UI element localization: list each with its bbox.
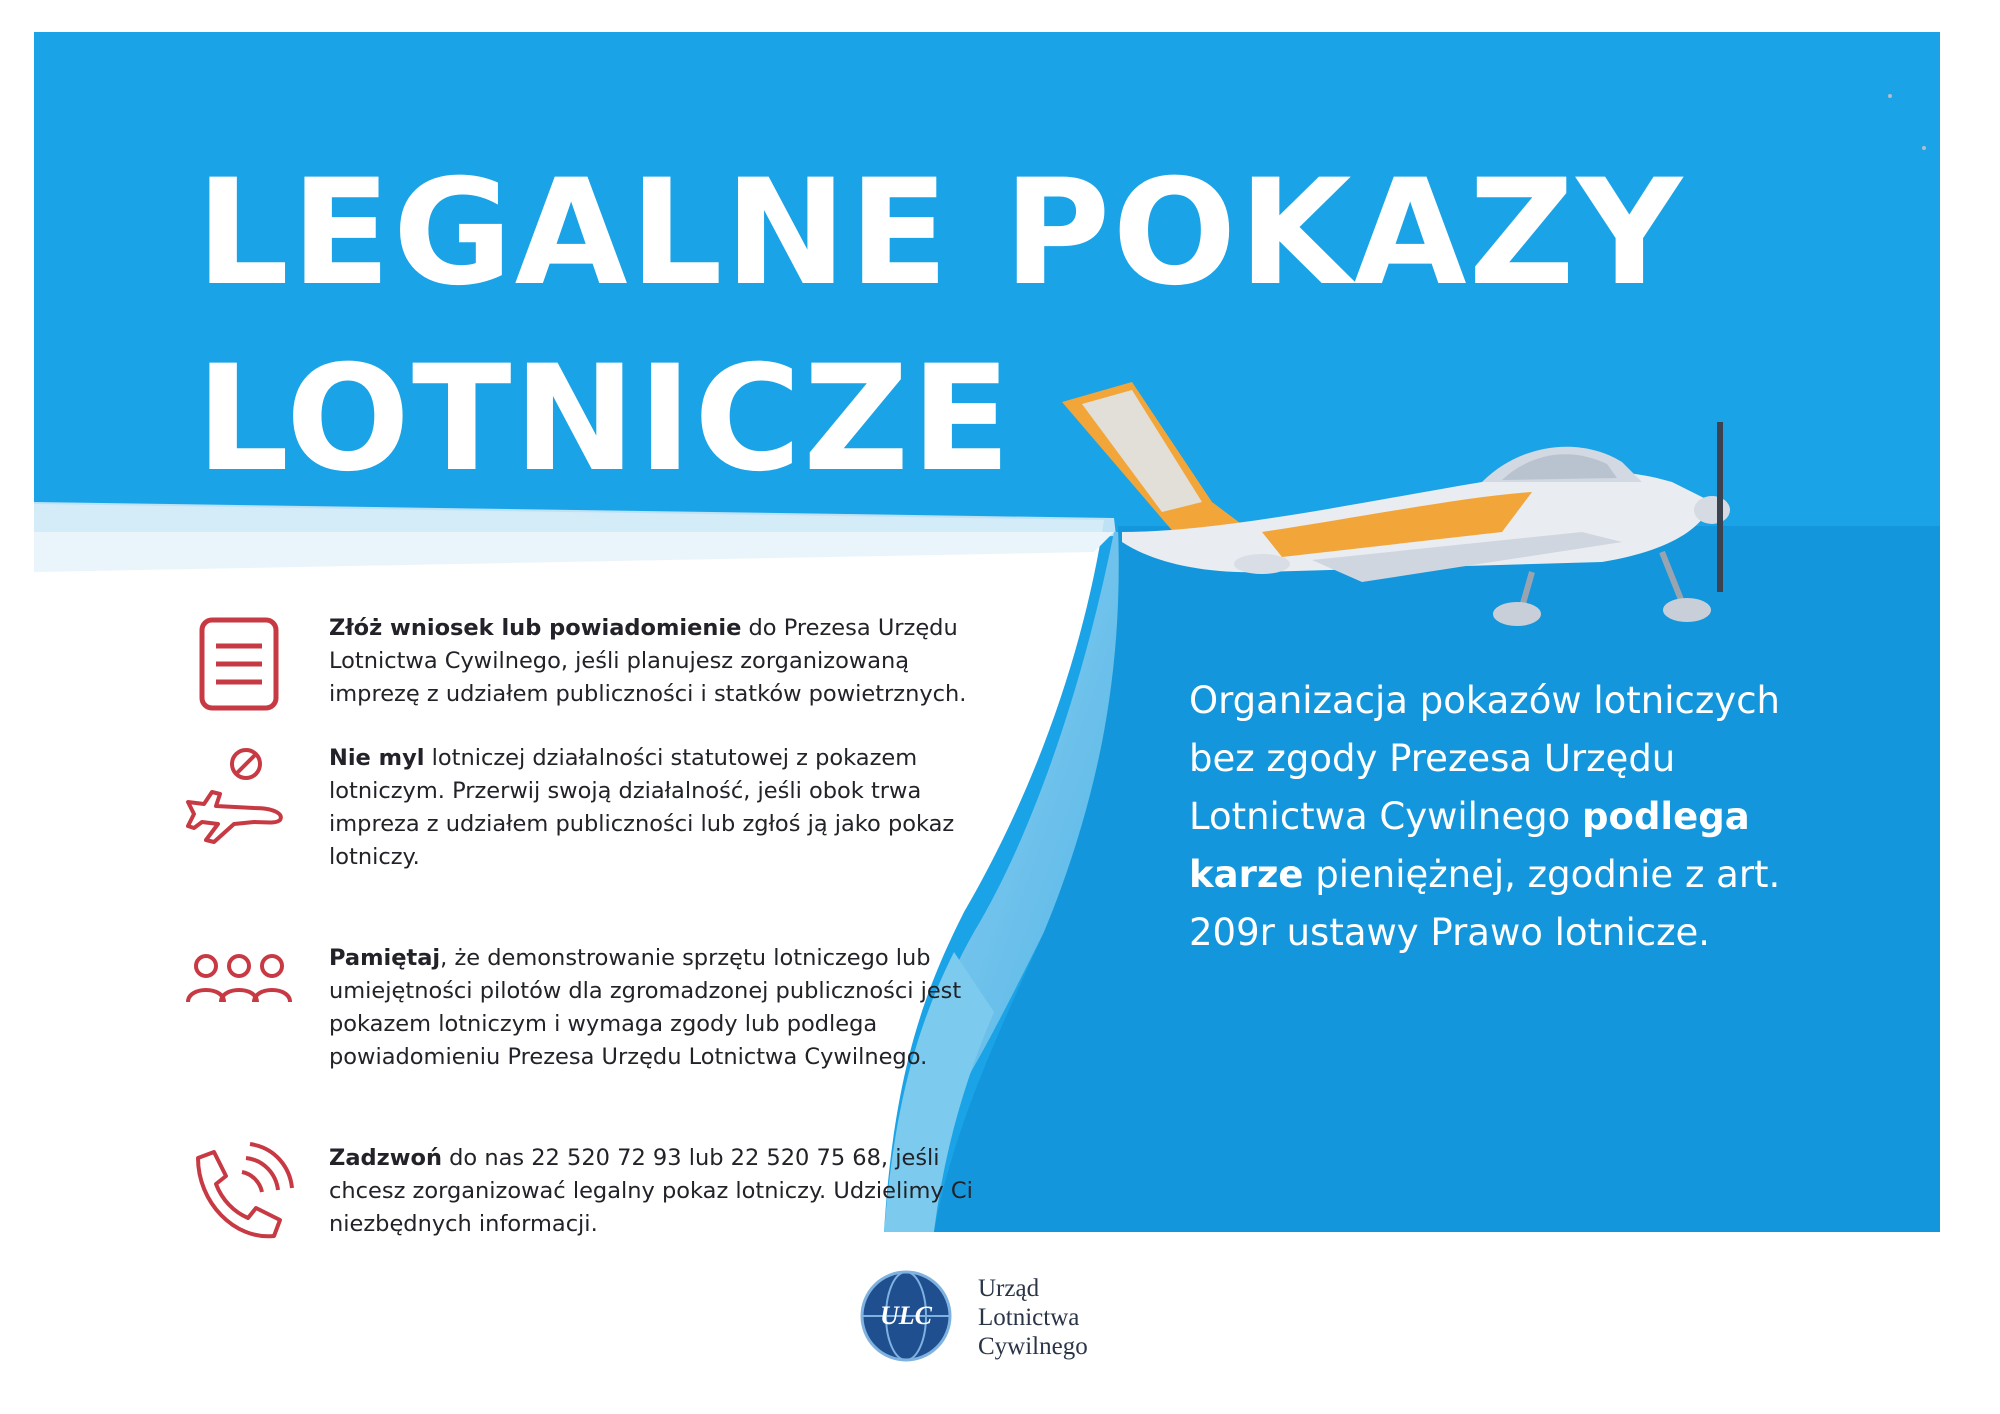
title-line-2: LOTNICZE — [196, 334, 1013, 504]
people-group-icon — [184, 942, 294, 1052]
penalty-notice — [1189, 672, 1829, 962]
airplane-illustration — [1062, 382, 1782, 692]
no-plane-icon — [184, 742, 294, 852]
ulc-emblem-letters: ULC — [880, 1301, 932, 1330]
info-body-application: do Prezesa Urzędu Lotnictwa Cywilnego, jeśli planujesz zorganizowaną imprezę z udziałem publiczności i statków powietrznych. — [329, 615, 967, 707]
info-bold-remember: Pamiętaj — [329, 945, 441, 971]
info-body-remember: , że demonstrowanie sprzętu lotniczego lub umiejętności pilotów dla zgromadzonej publiczności jest pokazem lotniczym i wymaga zgody lub podlega powiadomieniu Prezesa Urzędu Lotnictwa Cywilnego. — [329, 945, 962, 1070]
penalty-text-1: Organizacja pokazów lotniczych bez zgody Prezesa Urzędu Lotnictwa Cywilnego — [1189, 679, 1780, 838]
info-text-application — [329, 612, 989, 711]
logo-line-2: Lotnictwa — [978, 1304, 1080, 1331]
info-text-remember — [329, 942, 989, 1074]
logo-line-3: Cywilnego — [978, 1333, 1088, 1360]
info-body-statutory: lotniczej działalności statutowej z pokazem lotniczym. Przerwij swoją działalność, jeśli obok trwa impreza z udziałem publiczności lub zgłoś ją jako pokaz lotniczy. — [329, 745, 955, 870]
poster — [34, 32, 1940, 1254]
info-bold-statutory: Nie myl — [329, 745, 425, 771]
ulc-emblem-icon — [856, 1266, 956, 1366]
title-line-1: LEGALNE POKAZY — [196, 148, 1685, 318]
ulc-logo — [856, 1262, 1156, 1372]
scan-speck — [1888, 94, 1892, 98]
scan-speck — [1922, 146, 1926, 150]
info-text-call — [329, 1142, 989, 1241]
info-body-call: do nas 22 520 72 93 lub 22 520 75 68, jeśli chcesz zorganizować legalny pokaz lotniczy. Udzielimy Ci niezbędnych informacji. — [329, 1145, 973, 1237]
info-bold-call: Zadzwoń — [329, 1145, 442, 1171]
logo-line-1: Urząd — [978, 1275, 1040, 1302]
info-text-statutory — [329, 742, 989, 874]
penalty-text-2: pieniężnej, zgodnie z art. 209r ustawy Prawo lotnicze. — [1189, 853, 1781, 954]
ulc-logo-text — [978, 1274, 1088, 1361]
info-bold-application: Złóż wniosek lub powiadomienie — [329, 615, 742, 641]
penalty-bold: podlega karze — [1189, 795, 1750, 896]
document-icon — [184, 612, 294, 722]
phone-ringing-icon — [184, 1142, 294, 1252]
